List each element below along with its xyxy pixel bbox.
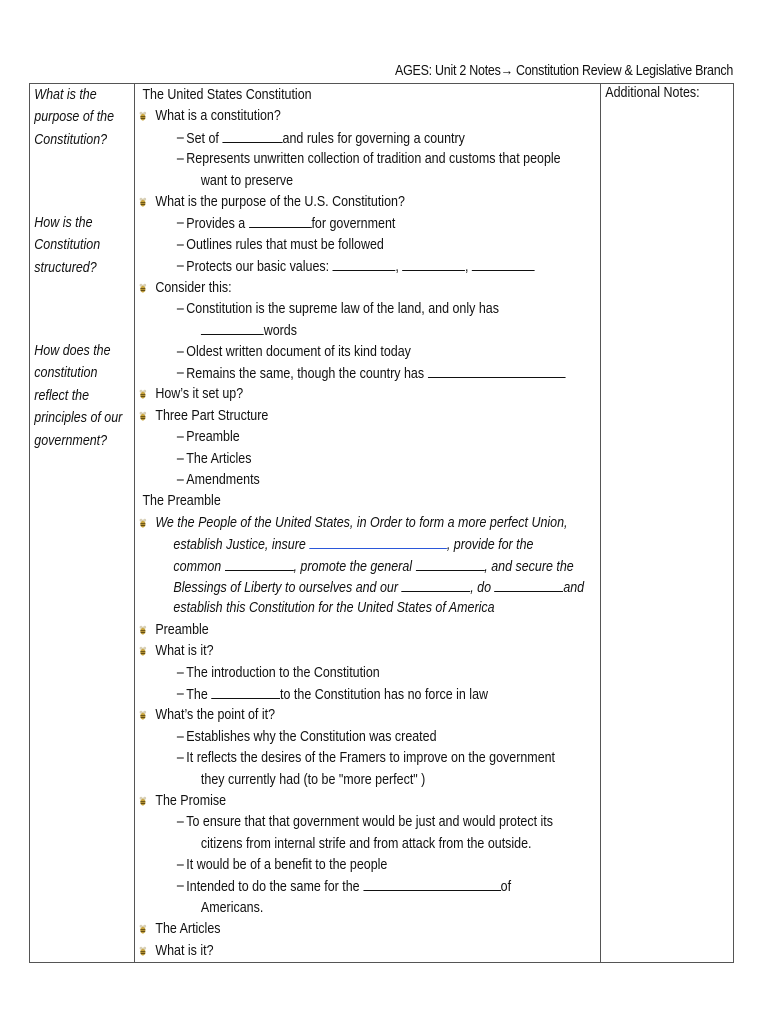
preamble-quote-line: establish this Constitution for the United States of America [173,600,495,617]
question-line: principles of our [34,410,123,427]
page-header [395,63,733,79]
sub-item-continued: Americans. [200,899,264,916]
question-line: How is the [34,215,93,231]
sub-item: – Amendments [176,472,260,489]
cornell-notes-table [29,83,734,963]
bullet-item: The Promise [139,791,535,812]
bee-bullet-icon [139,625,147,635]
fill-in-blank[interactable] [201,320,264,335]
fill-in-blank[interactable] [416,556,485,571]
bee-bullet-icon [139,796,147,806]
sub-item-continued: want to preserve [200,172,294,189]
bullet-item: What’s the point of it? [139,705,535,726]
sub-item: – Intended to do the same for the of [176,878,512,896]
section-heading: The United States Constitution [142,87,312,103]
additional-notes-title: Additional Notes: [605,85,700,101]
question-line: Constitution [34,237,101,254]
question-line: reflect the [34,387,90,404]
sub-item: – Outlines rules that must be followed [176,236,384,253]
bullet-item: What is it? [139,641,535,662]
bee-bullet-icon [139,710,147,720]
question-line: purpose of the [34,109,115,126]
question-line: structured? [34,259,97,276]
sub-item: – Constitution is the supreme law of the land, and only has [176,300,499,317]
sub-item: – The to the Constitution has no force in law [176,685,489,703]
bullet-item: The Articles [139,919,535,940]
bee-bullet-icon [139,197,147,207]
question-line: What is the [34,87,97,103]
question-line: government? [34,432,108,449]
fill-in-blank[interactable] [309,534,447,549]
question-line: constitution [34,365,98,382]
sub-item: – Preamble [176,429,240,446]
sub-item: – The Articles [176,450,252,467]
bullet-item: Preamble [139,620,535,641]
fill-in-blank[interactable] [333,256,396,271]
sub-item: – Remains the same, though the country has [139,363,535,384]
sub-item-continued: they currently had (to be "more perfect" ) [200,771,426,788]
arrow-icon: → [500,63,513,79]
fill-in-blank[interactable] [472,256,535,271]
sub-item: – It reflects the desires of the Framers to improve on the government [176,750,556,767]
sub-item: – Protects our basic values: , , [139,256,535,277]
question-line: How does the [34,343,111,359]
fill-in-blank[interactable] [402,256,465,271]
sub-item-continued: words [139,320,535,341]
bee-bullet-icon [139,389,147,399]
fill-in-blank[interactable] [363,876,501,891]
sub-item: – To ensure that that government would be just and would protect its [176,814,553,831]
preamble-quote-line: common , promote the general , and secure the [139,556,535,577]
fill-in-blank[interactable] [401,577,470,592]
preamble-quote-line: establish Justice, insure , provide for the [139,534,535,555]
fill-in-blank[interactable] [249,213,312,228]
bee-bullet-icon [139,924,147,934]
bee-bullet-icon [139,946,147,956]
bee-bullet-icon [139,283,147,293]
sub-item: – Oldest written document of its kind today [176,343,411,360]
additional-notes-column [601,84,734,963]
question-structure [30,212,155,279]
questions-column [30,84,135,963]
sub-item: – Provides a for government [176,215,396,233]
bullet-item: What is the purpose of the U.S. Constitution? [139,192,535,213]
fill-in-blank[interactable] [211,684,280,699]
sub-item-continued: citizens from internal strife and from attack from the outside. [200,835,532,852]
bullet-item: What is a constitution? [139,106,535,127]
bee-bullet-icon [139,111,147,121]
sub-item: – Establishes why the Constitution was created [176,728,437,745]
bee-bullet-icon [139,518,147,528]
notes-column [135,84,601,963]
header-title: AGES: Unit 2 Notes [394,63,501,79]
question-purpose [30,84,155,151]
question-line: Constitution? [34,131,108,148]
bullet-item: Consider this: [139,278,535,299]
header-subtitle: Constitution Review & Legislative Branch [512,63,733,79]
preamble-quote: We the People of the United States, in Order to form a more perfect Union, [139,513,535,534]
fill-in-blank[interactable] [225,556,294,571]
question-principles [30,340,155,452]
sub-item: – It would be of a benefit to the people [176,857,388,874]
bullet-item: Three Part Structure [139,406,535,427]
sub-item: – Represents unwritten collection of tradition and customs that people [176,151,561,168]
bee-bullet-icon [139,411,147,421]
sub-item: – The introduction to the Constitution [176,664,380,681]
bullet-item: How’s it set up? [139,384,535,405]
fill-in-blank[interactable] [428,363,566,378]
sub-item: – Set of and rules for governing a country [176,129,465,147]
bee-bullet-icon [139,646,147,656]
section-heading: The Preamble [142,493,221,510]
preamble-quote-line: Blessings of Liberty to ourselves and our , do and [139,577,535,598]
fill-in-blank[interactable] [222,128,282,143]
bullet-item: What is it? [139,941,535,962]
fill-in-blank[interactable] [495,577,564,592]
